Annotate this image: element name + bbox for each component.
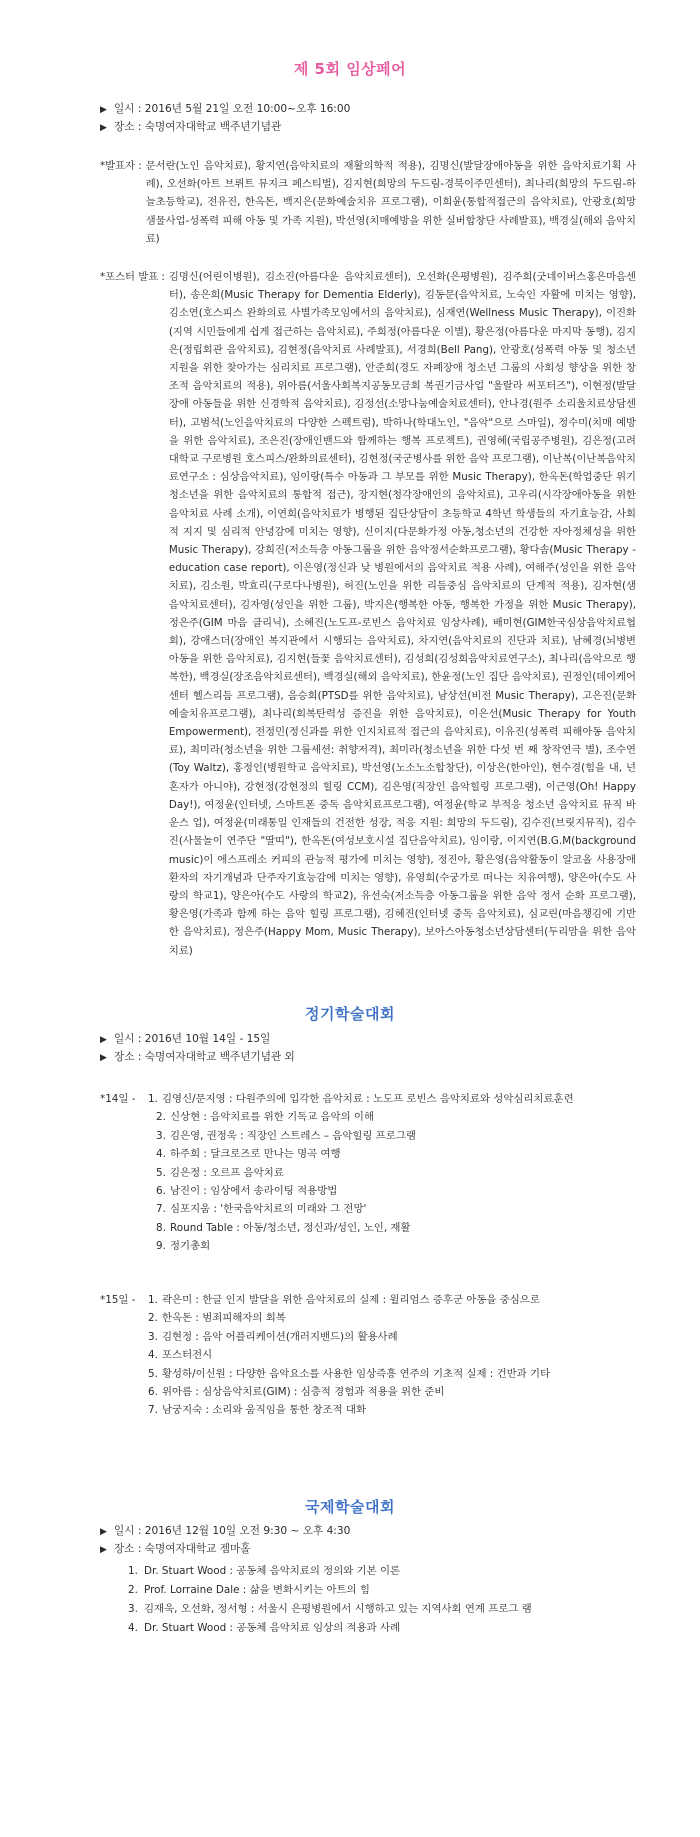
posters-text: 김명신(어린이병원), 김소진(아름다운 음악치료센터), 오선화(은평병원), 김주희(굿네이버스홍은마음센터), 송은희(Music Therapy for Dementia Elderly), 김동문(음악치료, 노숙인 자활에 미치는 영향), 김소연(호스피스 완화의료 사별가족모임에서의 음악치료), 심재연(Wellness Music Therapy), 이진화(지역 시민들에게 쉽게 접근하는 음악치료), 주희정(아름다운 이별), 황은정(아름다운 마지막 동행), 김지은(정립회관 음악치료), 김현정(음악치료 사례발표), 서경희(Bell Pang), 안광호(성폭력 아동 및 청소년 지원을 위한 찾아가는 심리치료 프로그램), 안준희(경도 자폐장애 청소년 그룹의 사회성 향상을 위한 창조적 음악치료의 적용), 위아름(서울사회복지공동모금회 복권기금사업 "울랄라 써포터즈"), 이현정(발달장애 아동들을 위한 신경학적 음악치료), 김정선(소망나눔예술치료센터), 안나경(원주 소리울치료상담센터), 고범석(노인음악치료의 다양한 스펙트럼), 박하나(학대노인, "음악"으로 스마일), 정수미(치매 예방을 위한 음악치료), 조은진(장애인밴드와 함께하는 행복 프로젝트), 권영혜(국립공주병원), 김은정(고려대학교 구로병원 호스피스/완화의료센터), 김현정(국군병사를 위한 음악 프로그램), 이난복(이난복음악치료연구소 : 심상음악치료), 임이랑(특수 아동과 그 부모를 위한 Music Therapy), 한옥돈(학업중단 위기 청소년을 위한 음악치료의 통합적 접근), 장지현(청각장애인의 음악치료), 고우리(시각장애아동을 위한 음악치료 사례 소개), 이연희(음악치료가 병행된 집단상담이 초등학교 4학년 학생들의 자기효능감, 사회적 지지 및 심리적 안녕감에 미치는 영향), 신이지(다문화가정 아동,청소년의 건강한 자아정체성을 위한 Music Therapy), 강희진(저소득층 아동그룹을 위한 음악정서순화프로그램), 황다솜(Music Therapy - education case report), 이은영(정신과 낮 병원에서의 음악치료 적용 사례), 여해주(성인을 위한 음악치료), 김소원, 박효리(구로다나병원), 허진(노인을 위한 리듬중심 음악치료의 단계적 적용), 김자현(샘 음악치료센터), 김자영(성인을 위한 그룹), 박지은(행복한 아동, 행복한 가정을 위한 Music Therapy), 정은주(GIM 마음 클리닉), 소혜진(노도프-로빈스 음악치료 임상사례), 배미현(GIM한국심상음악치료협회), 강애스더(장애인 복지관에서 시행되는 음악치료), 차지연(음악치료의 진단과 치료), 남혜경(뇌병변 아동을 위한 음악치료), 김지현(들꽃 음악치료센터), 김성희(김성희음악치료연구소), 최나리(음악으로 행복한), 백경실(장조음악치료센터), 백경실(해외 음악치료), 한윤정(노인 집단 음악치료), 권정인(데이케어센터 헬스리듬 프로그램), 음승희(PTSD를 위한 음악치료), 남상선(비전 Music Therapy), 고은진(문화예술치유프로그램), 최나리(회복탄력성 증진을 위한 음악치료), 이은선(Music Therapy for Youth Empowerment), 전정민(정신과를 위한 인지치료적 접근의 음악치료), 이유진(성폭력 피해아동 음악치료), 최미라(청소년을 위한 그룹세션: 취향저격), 최미라(청소년을 위한 다섯 번 째 창작연극 별), 조수연(Toy Waltz), 홍정인(병원학교 음악치료), 박선영(노소노소합창단), 이상은(한아인), 현수경(힘을 내, 넌 혼자가 아니야), 강현정(강현정의 힐링 CCM), 김은영(직장인 음악힐링 프로그램), 이근영(Oh! Happy Day!), 여정윤(인터넷, 스마트폰 중독 음악치료프로그램), 여정윤(학교 부적응 청소년 음악치료 뮤직 바운스 업), 여정윤(미래통일 인재들의 건전한 성장, 적응 지원: 희망의 두드림), 김수진(브릿지뮤직), 김수진(사물놀이 연주단 "딸띠"), 한옥돈(여성보호시설 집단음악치료), 임이랑, 이지연(B.G.M(background music)이 에스프레소 커피의 관능적 평가에 미치는 영향), 정진아, 황은영(음악활동이 알코올 사용장애 환자의 자기개념과 단주자기효능감에 미치는 영향), 유영희(수궁가로 떠나는 치유여행), 양은아(수도 사랑의 학교1), 양은아(수도 사랑의 학교2), 유선숙(저소득층 아동그룹을 위한 음악 정서 순화 프로그램), 황은영(가족과 함께 하는 음악 힐링 프로그램), 김혜진(인터넷 중독 음악치료), 심교린(마음챙김에 기반한 음악치료), 정은주(Happy Mom, Music Therapy), 보아스아동청소년상담센터(두리맘을 위한 음악치료)	[168, 271, 636, 957]
list-item: 3. 김재욱, 오선화, 정서형 : 서울시 은평병원에서 시행하고 있는 지역사회 연계 프로그 램	[100, 1600, 660, 1619]
list-item: 6. 남진이 : 임상에서 송라이팅 적용방법	[100, 1182, 632, 1200]
list-item: 8. Round Table : 아동/청소년, 정신과/성인, 노인, 재활	[100, 1219, 632, 1237]
presenters-text: 문서란(노인 음악치료), 황지연(음악치료의 재활의학적 적용), 김명신(발달장애아동을 위한 음악치료기획 사례), 오선화(아트 브뤼트 뮤지크 페스티벌), 김지현(희망의 두드림-경북이주민센터), 최나리(희망의 두드림-하늘초등학교), 전유진, 한옥돈, 백지은(문화예술치유 프로그램), 이희윤(통합적접근의 음악치료), 안광호(희망샘물사업-성폭력 피해 아동 및 가족 지원), 박선영(치매예방을 위한 실버합창단 사례발표), 백경실(해외 음악치료)	[145, 160, 636, 245]
list-item: 9. 정기총회	[100, 1237, 632, 1255]
info-place-text: 장소 : 숙명여자대학교 백주년기념관	[114, 121, 282, 133]
list-item: 5. 김은정 : 오르프 음악치료	[100, 1164, 632, 1182]
list-item: 3. 김은영, 권정욱 : 직장인 스트레스 – 음악힐링 프로그램	[100, 1127, 632, 1145]
section-title-regular-conference: 정기학술대회	[305, 1005, 395, 1023]
program-item: 김은영, 권정욱 : 직장인 스트레스 – 음악힐링 프로그램	[170, 1129, 416, 1142]
posters-block	[100, 268, 636, 960]
program-item: Prof. Lorraine Dale : 삶을 변화시키는 아트의 힘	[144, 1584, 370, 1596]
program-item: 김재욱, 오선화, 정서형 : 서울시 은평병원에서 시행하고 있는 지역사회 연계 프로그 램	[144, 1603, 532, 1615]
info-date-text: 일시 : 2016년 10월 14일 - 15일	[114, 1033, 271, 1045]
arrow-right-icon: ▶	[100, 123, 107, 133]
section-title-international-conference: 국제학술대회	[305, 1498, 395, 1516]
program-item: 김은정 : 오르프 음악치료	[170, 1166, 284, 1179]
list-item: 4. Dr. Stuart Wood : 공동체 음악치료 임상의 적용과 사례	[100, 1619, 660, 1638]
arrow-right-icon: ▶	[100, 105, 107, 115]
day14-label: *14일 -	[100, 1093, 136, 1105]
program-item: 남진이 : 임상에서 송라이팅 적용방법	[170, 1185, 338, 1198]
arrow-right-icon: ▶	[100, 1053, 107, 1063]
list-item: 2. Prof. Lorraine Dale : 삶을 변화시키는 아트의 힘	[100, 1581, 660, 1600]
info-date-text: 일시 : 2016년 5월 21일 오전 10:00~오후 16:00	[114, 103, 351, 115]
info-place	[100, 1048, 630, 1066]
presenters-block	[100, 157, 636, 248]
program-item: Dr. Stuart Wood : 공동체 음악치료의 정의와 기본 이론	[144, 1565, 401, 1577]
list-item: 1. Dr. Stuart Wood : 공동체 음악치료의 정의와 기본 이론	[100, 1562, 660, 1581]
program-item: 곽은미 : 한글 인지 발달을 위한 음악치료의 실제 : 윌리엄스 증후군 아동을 중심으로	[162, 1294, 540, 1306]
program-item: 신상현 : 음악치료를 위한 기독교 음악의 이해	[170, 1111, 374, 1124]
day15-label: *15일 -	[100, 1294, 136, 1306]
program-item: Dr. Stuart Wood : 공동체 음악치료 임상의 적용과 사례	[144, 1622, 401, 1634]
arrow-right-icon: ▶	[100, 1545, 107, 1555]
info-place-text: 장소 : 숙명여자대학교 젬마홀	[114, 1543, 251, 1555]
list-item: *15일 - 1. 곽은미 : 한글 인지 발달을 위한 음악치료의 실제 : 윌리엄스 증후군 아동을 중심으로	[100, 1291, 660, 1309]
list-item: 4. 포스터전시	[100, 1346, 660, 1364]
program-item: 한옥돈 : 범죄피해자의 회복	[162, 1312, 286, 1325]
presenters-label: *발표자 :	[100, 160, 142, 172]
program-item: 김영신/문지영 : 다원주의에 입각한 음악치료 : 노도프 로빈스 음악치료와 성악심리치료훈련	[162, 1093, 574, 1105]
info-place	[100, 118, 630, 136]
info-date-text: 일시 : 2016년 12월 10일 오전 9:30 ~ 오후 4:30	[114, 1525, 351, 1537]
program-item: 김현정 : 음악 어플리케이션(개러지밴드)의 활용사례	[162, 1330, 398, 1343]
international-program	[100, 1562, 660, 1638]
info-place	[100, 1540, 630, 1558]
info-place-text: 장소 : 숙명여자대학교 백주년기념관 외	[114, 1051, 295, 1063]
info-date	[100, 1030, 630, 1048]
program-item: 포스터전시	[162, 1349, 213, 1362]
regular-conference-info	[100, 1030, 630, 1066]
list-item: 4. 하주희 : 달크로즈로 만나는 명곡 여행	[100, 1145, 632, 1163]
list-item: 7. 심포지움 : '한국음악치료의 미래와 그 전망'	[100, 1200, 632, 1218]
list-item: *14일 - 1. 김영신/문지영 : 다원주의에 입각한 음악치료 : 노도프 로빈스 음악치료와 성악심리치료훈련	[100, 1090, 632, 1108]
arrow-right-icon: ▶	[100, 1527, 107, 1537]
posters-label: *포스터 발표 :	[100, 271, 165, 283]
program-item: 하주희 : 달크로즈로 만나는 명곡 여행	[170, 1148, 341, 1161]
list-item: 5. 황성하/이신원 : 다양한 음악요소를 사용한 임상즉흥 연주의 기초적 실제 : 건반과 기타	[100, 1365, 660, 1383]
program-item: 위아름 : 심상음악치료(GIM) : 심층적 경험과 적용을 위한 준비	[162, 1386, 445, 1399]
arrow-right-icon: ▶	[100, 1035, 107, 1045]
list-item: 6. 위아름 : 심상음악치료(GIM) : 심층적 경험과 적용을 위한 준비	[100, 1383, 660, 1401]
list-item: 3. 김현정 : 음악 어플리케이션(개러지밴드)의 활용사례	[100, 1328, 660, 1346]
program-item: 남궁지숙 : 소리와 움직임을 통한 창조적 대화	[162, 1404, 366, 1417]
program-item: 심포지움 : '한국음악치료의 미래와 그 전망'	[170, 1203, 367, 1216]
list-item: 2. 한옥돈 : 범죄피해자의 회복	[100, 1309, 660, 1327]
info-date	[100, 1522, 630, 1540]
list-item: 2. 신상현 : 음악치료를 위한 기독교 음악의 이해	[100, 1108, 632, 1126]
international-conference-info	[100, 1522, 630, 1558]
info-date	[100, 100, 630, 118]
clinical-fair-info	[100, 100, 630, 136]
section-title-clinical-fair: 제 5회 임상페어	[293, 60, 407, 78]
program-item: 황성하/이신원 : 다양한 음악요소를 사용한 임상즉흥 연주의 기초적 실제 : 건반과 기타	[162, 1367, 551, 1380]
day14-program	[100, 1090, 632, 1256]
program-item: 정기총회	[170, 1240, 211, 1253]
list-item: 7. 남궁지숙 : 소리와 움직임을 통한 창조적 대화	[100, 1401, 660, 1419]
day15-program	[100, 1291, 660, 1420]
program-item: Round Table : 아동/청소년, 정신과/성인, 노인, 재활	[170, 1221, 411, 1234]
